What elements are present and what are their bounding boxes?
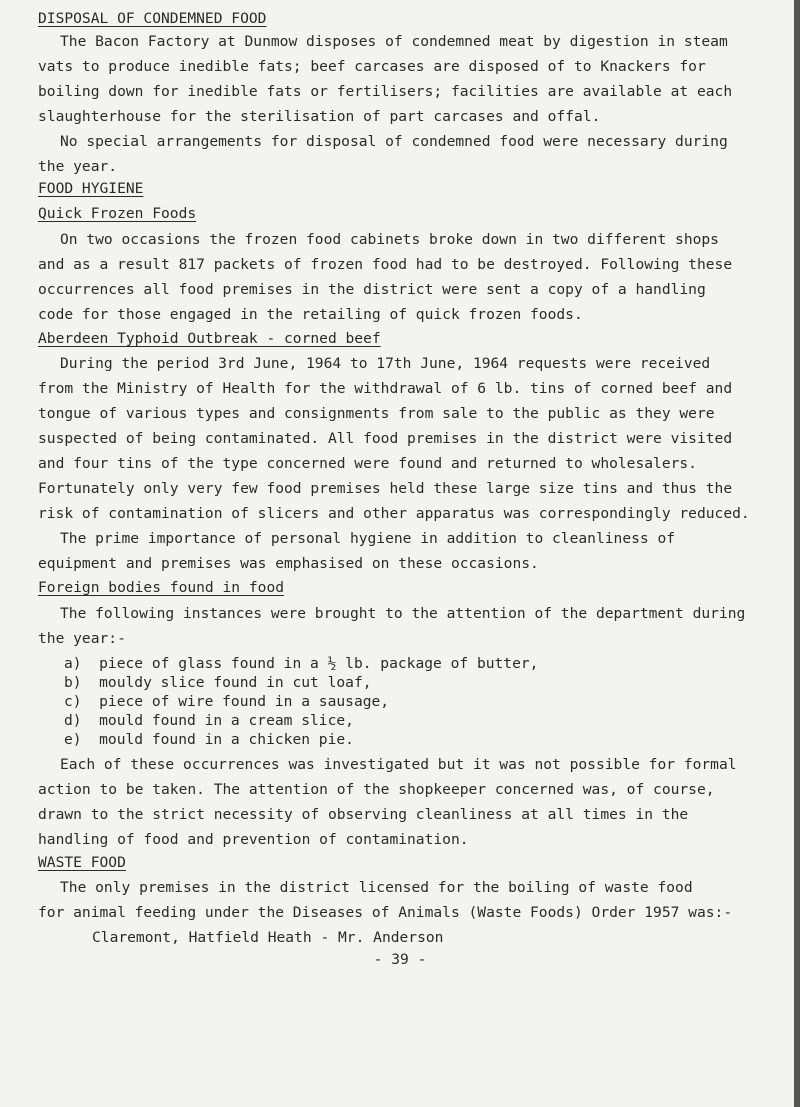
- paragraph-line: the year:-: [38, 630, 126, 647]
- paragraph-line: During the period 3rd June, 1964 to 17th June, 1964 requests were received: [60, 355, 711, 372]
- paragraph-line: tongue of various types and consignments from sale to the public as they were: [38, 405, 715, 422]
- heading-quick-frozen-foods: Quick Frozen Foods: [38, 205, 197, 222]
- list-item: a) piece of glass found in a ½ lb. package of butter,: [64, 655, 539, 672]
- paragraph-line: from the Ministry of Health for the withdrawal of 6 lb. tins of corned beef and: [38, 380, 733, 397]
- heading-waste-food: WASTE FOOD: [38, 854, 126, 871]
- paragraph-line: boiling down for inedible fats or fertilisers; facilities are available at each: [38, 83, 733, 100]
- paragraph-line: for animal feeding under the Diseases of Animals (Waste Foods) Order 1957 was:-: [38, 904, 733, 921]
- paragraph-line: The following instances were brought to the attention of the department during: [60, 605, 746, 622]
- paragraph-line: occurrences all food premises in the district were sent a copy of a handling: [38, 281, 706, 298]
- paragraph-line: No special arrangements for disposal of condemned food were necessary during: [60, 133, 728, 150]
- paragraph-line: equipment and premises was emphasised on these occasions.: [38, 555, 539, 572]
- paragraph-line: risk of contamination of slicers and other apparatus was correspondingly reduced.: [38, 505, 750, 522]
- heading-aberdeen-typhoid: Aberdeen Typhoid Outbreak - corned beef: [38, 330, 381, 347]
- list-item: b) mouldy slice found in cut loaf,: [64, 674, 372, 691]
- page-number: - 39 -: [373, 951, 427, 968]
- list-item: c) piece of wire found in a sausage,: [64, 693, 390, 710]
- heading-foreign-bodies: Foreign bodies found in food: [38, 579, 285, 596]
- paragraph-line: handling of food and prevention of contamination.: [38, 831, 469, 848]
- paragraph-line: Fortunately only very few food premises held these large size tins and thus the: [38, 480, 733, 497]
- scan-edge-shadow: [794, 0, 800, 1107]
- paragraph-line: slaughterhouse for the sterilisation of part carcases and offal.: [38, 108, 601, 125]
- list-item: e) mould found in a chicken pie.: [64, 731, 354, 748]
- paragraph-line: On two occasions the frozen food cabinets broke down in two different shops: [60, 231, 719, 248]
- heading-disposal-condemned-food: DISPOSAL OF CONDEMNED FOOD: [38, 10, 267, 27]
- paragraph-line: The Bacon Factory at Dunmow disposes of condemned meat by digestion in steam: [60, 33, 728, 50]
- paragraph-line: The only premises in the district licensed for the boiling of waste food: [60, 879, 693, 896]
- list-item: d) mould found in a cream slice,: [64, 712, 354, 729]
- paragraph-line: and as a result 817 packets of frozen food had to be destroyed. Following these: [38, 256, 733, 273]
- paragraph-line: and four tins of the type concerned were found and returned to wholesalers.: [38, 455, 697, 472]
- paragraph-line: code for those engaged in the retailing of quick frozen foods.: [38, 306, 583, 323]
- paragraph-line: the year.: [38, 158, 118, 175]
- paragraph-line: drawn to the strict necessity of observing cleanliness at all times in the: [38, 806, 689, 823]
- heading-food-hygiene: FOOD HYGIENE: [38, 180, 144, 197]
- paragraph-line: suspected of being contaminated. All food premises in the district were visited: [38, 430, 733, 447]
- paragraph-line: The prime importance of personal hygiene in addition to cleanliness of: [60, 530, 676, 547]
- paragraph-line: vats to produce inedible fats; beef carcases are disposed of to Knackers for: [38, 58, 706, 75]
- paragraph-line: Each of these occurrences was investigated but it was not possible for formal: [60, 756, 737, 773]
- paragraph-line: action to be taken. The attention of the shopkeeper concerned was, of course,: [38, 781, 715, 798]
- paragraph-line: Claremont, Hatfield Heath - Mr. Anderson: [92, 929, 444, 946]
